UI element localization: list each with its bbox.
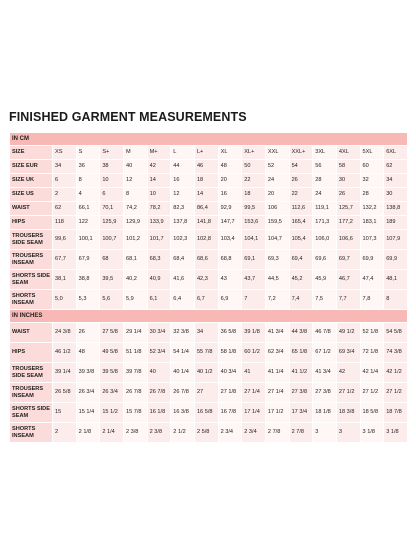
cm-cell: 5XL	[360, 146, 384, 160]
cm-row	[10, 270, 408, 290]
cm-cell: 6XL	[384, 146, 408, 160]
cm-cell: 171,3	[313, 216, 337, 230]
cm-cell: S+	[100, 146, 124, 160]
cm-cell: 46	[194, 160, 218, 174]
cm-cell: 45,9	[313, 270, 337, 290]
cm-cell: 69,1	[242, 250, 266, 270]
cm-cell: 129,9	[123, 216, 147, 230]
cm-cell: 7,7	[336, 290, 360, 310]
section-in-inches-row	[10, 310, 408, 323]
inch-cell: 2 3/8	[147, 423, 171, 443]
inch-cell: 15 7/8	[123, 403, 147, 423]
inch-cell: 41	[242, 363, 266, 383]
cm-cell: 44	[171, 160, 195, 174]
inch-cell: 3	[313, 423, 337, 443]
cm-cell: 189	[384, 216, 408, 230]
inch-cell: 18 3/8	[336, 403, 360, 423]
cm-cell: 78,2	[147, 202, 171, 216]
cm-cell: 43	[218, 270, 242, 290]
cm-cell: 133,9	[147, 216, 171, 230]
cm-row	[10, 188, 408, 202]
cm-cell: 69,3	[265, 250, 289, 270]
cm-cell: 112,6	[289, 202, 313, 216]
cm-cell: 4XL	[336, 146, 360, 160]
inch-cell: 27 5/8	[100, 323, 124, 343]
inch-cell: 39 7/8	[123, 363, 147, 383]
inch-cell: 2 3/8	[123, 423, 147, 443]
cm-cell: 18	[194, 174, 218, 188]
cm-cell: 28	[313, 174, 337, 188]
inch-cell: 40	[147, 363, 171, 383]
inch-cell: 49 1/2	[336, 323, 360, 343]
inch-cell: 29 1/4	[123, 323, 147, 343]
cm-cell: 8	[76, 174, 100, 188]
cm-cell: 28	[360, 188, 384, 202]
inch-cell: 65 1/8	[289, 343, 313, 363]
inch-row	[10, 343, 408, 363]
inch-cell: 17 1/4	[242, 403, 266, 423]
cm-cell: 7,5	[313, 290, 337, 310]
cm-row	[10, 174, 408, 188]
cm-cell: 30	[336, 174, 360, 188]
cm-cell: 18	[242, 188, 266, 202]
inch-cell: 2 7/8	[289, 423, 313, 443]
cm-cell: M+	[147, 146, 171, 160]
inch-cell: 16 3/8	[171, 403, 195, 423]
inch-cell: 27 3/8	[289, 383, 313, 403]
inch-row-label: HIPS	[10, 343, 53, 363]
cm-cell: 68,1	[123, 250, 147, 270]
cm-cell: 8	[384, 290, 408, 310]
cm-cell: 14	[147, 174, 171, 188]
inch-cell: 41 3/4	[313, 363, 337, 383]
cm-cell: 102,8	[194, 230, 218, 250]
inch-cell: 54 1/4	[171, 343, 195, 363]
cm-cell: 20	[265, 188, 289, 202]
cm-cell: 104,7	[265, 230, 289, 250]
cm-cell: 22	[289, 188, 313, 202]
inch-cell: 54 5/8	[384, 323, 408, 343]
cm-cell: 16	[171, 174, 195, 188]
inch-cell: 3 1/8	[360, 423, 384, 443]
cm-cell: 99,6	[53, 230, 77, 250]
inch-cell: 26 3/4	[76, 383, 100, 403]
cm-cell: 165,4	[289, 216, 313, 230]
inch-cell: 26 7/8	[147, 383, 171, 403]
cm-cell: 42	[147, 160, 171, 174]
inch-cell: 39 3/8	[76, 363, 100, 383]
inch-cell: 2 1/2	[171, 423, 195, 443]
cm-row-label: HIPS	[10, 216, 53, 230]
cm-cell: 26	[336, 188, 360, 202]
cm-cell: 66,1	[76, 202, 100, 216]
cm-cell: 118	[53, 216, 77, 230]
cm-cell: 6,9	[218, 290, 242, 310]
inch-cell: 58 1/8	[218, 343, 242, 363]
cm-cell: 40	[123, 160, 147, 174]
section-in-inches: IN INCHES	[10, 310, 408, 323]
cm-cell: 69,9	[384, 250, 408, 270]
cm-cell: XXL	[265, 146, 289, 160]
inch-cell: 26 5/8	[53, 383, 77, 403]
cm-cell: 48,1	[384, 270, 408, 290]
cm-cell: 16	[218, 188, 242, 202]
cm-row	[10, 290, 408, 310]
inch-row	[10, 383, 408, 403]
inch-cell: 32 3/8	[171, 323, 195, 343]
inch-cell: 17 3/4	[289, 403, 313, 423]
cm-cell: 32	[360, 174, 384, 188]
inch-cell: 3 1/8	[384, 423, 408, 443]
inch-cell: 2 1/8	[76, 423, 100, 443]
cm-cell: 40,9	[147, 270, 171, 290]
cm-cell: 7	[242, 290, 266, 310]
section-in-cm: IN CM	[10, 133, 408, 146]
cm-cell: 107,9	[384, 230, 408, 250]
inch-cell: 67 1/2	[313, 343, 337, 363]
inch-cell: 51 1/8	[123, 343, 147, 363]
cm-cell: 125,9	[100, 216, 124, 230]
cm-cell: XL	[218, 146, 242, 160]
page-title: FINISHED GARMENT MEASUREMENTS	[9, 110, 247, 124]
inch-cell: 16 7/8	[218, 403, 242, 423]
cm-cell: 60	[360, 160, 384, 174]
cm-cell: 3XL	[313, 146, 337, 160]
cm-cell: 153,6	[242, 216, 266, 230]
inch-cell: 27 1/2	[360, 383, 384, 403]
cm-cell: 6	[53, 174, 77, 188]
inch-cell: 40 1/2	[194, 363, 218, 383]
cm-cell: 101,7	[147, 230, 171, 250]
cm-cell: 6,7	[194, 290, 218, 310]
cm-cell: 68,6	[194, 250, 218, 270]
inch-row-label: TROUSERS INSEAM	[10, 383, 53, 403]
inch-cell: 17 1/2	[265, 403, 289, 423]
cm-row-label: TROUSERS SIDE SEAM	[10, 230, 53, 250]
inch-cell: 44 3/8	[289, 323, 313, 343]
cm-cell: 10	[100, 174, 124, 188]
inch-cell: 72 1/8	[360, 343, 384, 363]
inch-cell: 52 3/4	[147, 343, 171, 363]
inch-row-label: WAIST	[10, 323, 53, 343]
inch-cell: 27 1/2	[384, 383, 408, 403]
inch-cell: 2 1/4	[100, 423, 124, 443]
cm-cell: 137,8	[171, 216, 195, 230]
cm-cell: L+	[194, 146, 218, 160]
cm-row-label: SIZE UK	[10, 174, 53, 188]
cm-cell: 103,4	[218, 230, 242, 250]
inch-cell: 15	[53, 403, 77, 423]
inch-cell: 27	[194, 383, 218, 403]
cm-cell: 122	[76, 216, 100, 230]
cm-cell: 62	[53, 202, 77, 216]
inch-cell: 27 1/4	[242, 383, 266, 403]
cm-cell: 68,3	[147, 250, 171, 270]
inch-cell: 36 5/8	[218, 323, 242, 343]
cm-cell: 86,4	[194, 202, 218, 216]
cm-cell: 106,6	[336, 230, 360, 250]
cm-cell: 34	[53, 160, 77, 174]
inch-cell: 42 1/4	[360, 363, 384, 383]
inch-cell: 2 5/8	[194, 423, 218, 443]
cm-cell: XS	[53, 146, 77, 160]
inch-cell: 26 7/8	[123, 383, 147, 403]
cm-cell: 2	[53, 188, 77, 202]
inch-row	[10, 403, 408, 423]
inch-cell: 60 1/2	[242, 343, 266, 363]
cm-cell: 147,7	[218, 216, 242, 230]
inch-cell: 27 3/8	[313, 383, 337, 403]
cm-row-label: SIZE	[10, 146, 53, 160]
inch-cell: 62 3/4	[265, 343, 289, 363]
cm-cell: 46,7	[336, 270, 360, 290]
cm-cell: 125,7	[336, 202, 360, 216]
inch-cell: 42	[336, 363, 360, 383]
cm-cell: 10	[147, 188, 171, 202]
cm-cell: 42,3	[194, 270, 218, 290]
cm-cell: 68	[100, 250, 124, 270]
cm-cell: 43,7	[242, 270, 266, 290]
cm-cell: 12	[123, 174, 147, 188]
cm-row	[10, 230, 408, 250]
cm-cell: 34	[384, 174, 408, 188]
inch-cell: 24 3/8	[53, 323, 77, 343]
cm-cell: 52	[265, 160, 289, 174]
cm-cell: 69,7	[336, 250, 360, 270]
inch-cell: 3	[336, 423, 360, 443]
inch-cell: 55 7/8	[194, 343, 218, 363]
inch-row-label: SHORTS SIDE SEAM	[10, 403, 53, 423]
cm-cell: 119,1	[313, 202, 337, 216]
inch-cell: 46 7/8	[313, 323, 337, 343]
cm-cell: 101,2	[123, 230, 147, 250]
cm-cell: 107,3	[360, 230, 384, 250]
inch-cell: 41 1/4	[265, 363, 289, 383]
inch-cell: 15 1/2	[100, 403, 124, 423]
cm-cell: 41,6	[171, 270, 195, 290]
cm-cell: 138,8	[384, 202, 408, 216]
inch-row-label: SHORTS INSEAM	[10, 423, 53, 443]
cm-row	[10, 146, 408, 160]
cm-cell: 141,8	[194, 216, 218, 230]
cm-cell: 26	[289, 174, 313, 188]
cm-cell: 5,9	[123, 290, 147, 310]
cm-cell: 99,5	[242, 202, 266, 216]
cm-cell: 100,1	[76, 230, 100, 250]
cm-cell: L	[171, 146, 195, 160]
cm-cell: 105,4	[289, 230, 313, 250]
cm-cell: 36	[76, 160, 100, 174]
inch-cell: 2 7/8	[265, 423, 289, 443]
inch-cell: 52 1/8	[360, 323, 384, 343]
inch-cell: 2 3/4	[218, 423, 242, 443]
cm-cell: 14	[194, 188, 218, 202]
cm-cell: 54	[289, 160, 313, 174]
cm-cell: 6,1	[147, 290, 171, 310]
inch-cell: 26 3/4	[100, 383, 124, 403]
inch-cell: 16 5/8	[194, 403, 218, 423]
cm-cell: 69,6	[313, 250, 337, 270]
cm-cell: S	[76, 146, 100, 160]
cm-cell: 45,2	[289, 270, 313, 290]
cm-row-label: SIZE US	[10, 188, 53, 202]
cm-cell: XXL+	[289, 146, 313, 160]
inch-cell: 34	[194, 323, 218, 343]
cm-cell: 40,2	[123, 270, 147, 290]
cm-cell: 7,2	[265, 290, 289, 310]
cm-cell: 106	[265, 202, 289, 216]
cm-cell: 67,9	[76, 250, 100, 270]
cm-row-label: TROUSERS INSEAM	[10, 250, 53, 270]
inch-cell: 69 3/4	[336, 343, 360, 363]
cm-cell: 4	[76, 188, 100, 202]
inch-cell: 26 7/8	[171, 383, 195, 403]
cm-cell: 6,4	[171, 290, 195, 310]
inch-cell: 27 1/2	[336, 383, 360, 403]
cm-cell: 24	[313, 188, 337, 202]
cm-cell: 12	[171, 188, 195, 202]
inch-cell: 2 3/4	[242, 423, 266, 443]
cm-cell: 8	[123, 188, 147, 202]
inch-cell: 40 1/4	[171, 363, 195, 383]
cm-cell: 24	[265, 174, 289, 188]
cm-cell: M	[123, 146, 147, 160]
cm-row-label: SHORTS INSEAM	[10, 290, 53, 310]
cm-cell: 44,5	[265, 270, 289, 290]
inch-cell: 48	[76, 343, 100, 363]
cm-cell: 50	[242, 160, 266, 174]
cm-cell: 102,3	[171, 230, 195, 250]
cm-cell: 5,6	[100, 290, 124, 310]
cm-cell: 183,1	[360, 216, 384, 230]
inch-cell: 30 3/4	[147, 323, 171, 343]
measurements-table	[9, 132, 408, 443]
inch-cell: 27 1/4	[265, 383, 289, 403]
inch-cell: 16 1/8	[147, 403, 171, 423]
cm-cell: 132,2	[360, 202, 384, 216]
cm-cell: 5,0	[53, 290, 77, 310]
cm-cell: 100,7	[100, 230, 124, 250]
cm-cell: 30	[384, 188, 408, 202]
inch-row	[10, 323, 408, 343]
cm-row	[10, 202, 408, 216]
inch-cell: 18 5/8	[360, 403, 384, 423]
inch-cell: 2	[53, 423, 77, 443]
cm-cell: 68,4	[171, 250, 195, 270]
cm-row	[10, 216, 408, 230]
cm-cell: 82,3	[171, 202, 195, 216]
inch-cell: 74 3/8	[384, 343, 408, 363]
inch-cell: 39 1/4	[53, 363, 77, 383]
cm-row-label: SIZE EUR	[10, 160, 53, 174]
inch-row	[10, 423, 408, 443]
inch-cell: 49 5/8	[100, 343, 124, 363]
inch-row	[10, 363, 408, 383]
cm-cell: XL+	[242, 146, 266, 160]
cm-cell: 104,1	[242, 230, 266, 250]
cm-cell: 47,4	[360, 270, 384, 290]
inch-cell: 26	[76, 323, 100, 343]
cm-cell: 62	[384, 160, 408, 174]
cm-cell: 22	[242, 174, 266, 188]
inch-cell: 18 1/8	[313, 403, 337, 423]
inch-cell: 39 1/8	[242, 323, 266, 343]
cm-cell: 74,2	[123, 202, 147, 216]
cm-cell: 69,9	[360, 250, 384, 270]
cm-cell: 159,5	[265, 216, 289, 230]
cm-cell: 92,9	[218, 202, 242, 216]
cm-row-label: WAIST	[10, 202, 53, 216]
cm-cell: 38	[100, 160, 124, 174]
cm-cell: 5,3	[76, 290, 100, 310]
section-in-cm-row	[10, 133, 408, 146]
cm-cell: 20	[218, 174, 242, 188]
inch-cell: 41 3/4	[265, 323, 289, 343]
inch-cell: 46 1/2	[53, 343, 77, 363]
inch-row-label: TROUSERS SIDE SEAM	[10, 363, 53, 383]
inch-cell: 39 5/8	[100, 363, 124, 383]
cm-cell: 70,1	[100, 202, 124, 216]
inch-cell: 18 7/8	[384, 403, 408, 423]
inch-cell: 40 3/4	[218, 363, 242, 383]
cm-cell: 68,8	[218, 250, 242, 270]
cm-cell: 7,8	[360, 290, 384, 310]
cm-cell: 48	[218, 160, 242, 174]
cm-cell: 6	[100, 188, 124, 202]
cm-cell: 67,7	[53, 250, 77, 270]
cm-cell: 38,1	[53, 270, 77, 290]
cm-cell: 177,2	[336, 216, 360, 230]
inch-cell: 27 1/8	[218, 383, 242, 403]
cm-row-label: SHORTS SIDE SEAM	[10, 270, 53, 290]
inch-cell: 15 1/4	[76, 403, 100, 423]
cm-cell: 39,5	[100, 270, 124, 290]
inch-cell: 42 1/2	[384, 363, 408, 383]
cm-cell: 38,8	[76, 270, 100, 290]
cm-cell: 7,4	[289, 290, 313, 310]
cm-cell: 106,0	[313, 230, 337, 250]
cm-cell: 56	[313, 160, 337, 174]
inch-cell: 41 1/2	[289, 363, 313, 383]
cm-row	[10, 250, 408, 270]
cm-row	[10, 160, 408, 174]
cm-cell: 69,4	[289, 250, 313, 270]
cm-cell: 58	[336, 160, 360, 174]
